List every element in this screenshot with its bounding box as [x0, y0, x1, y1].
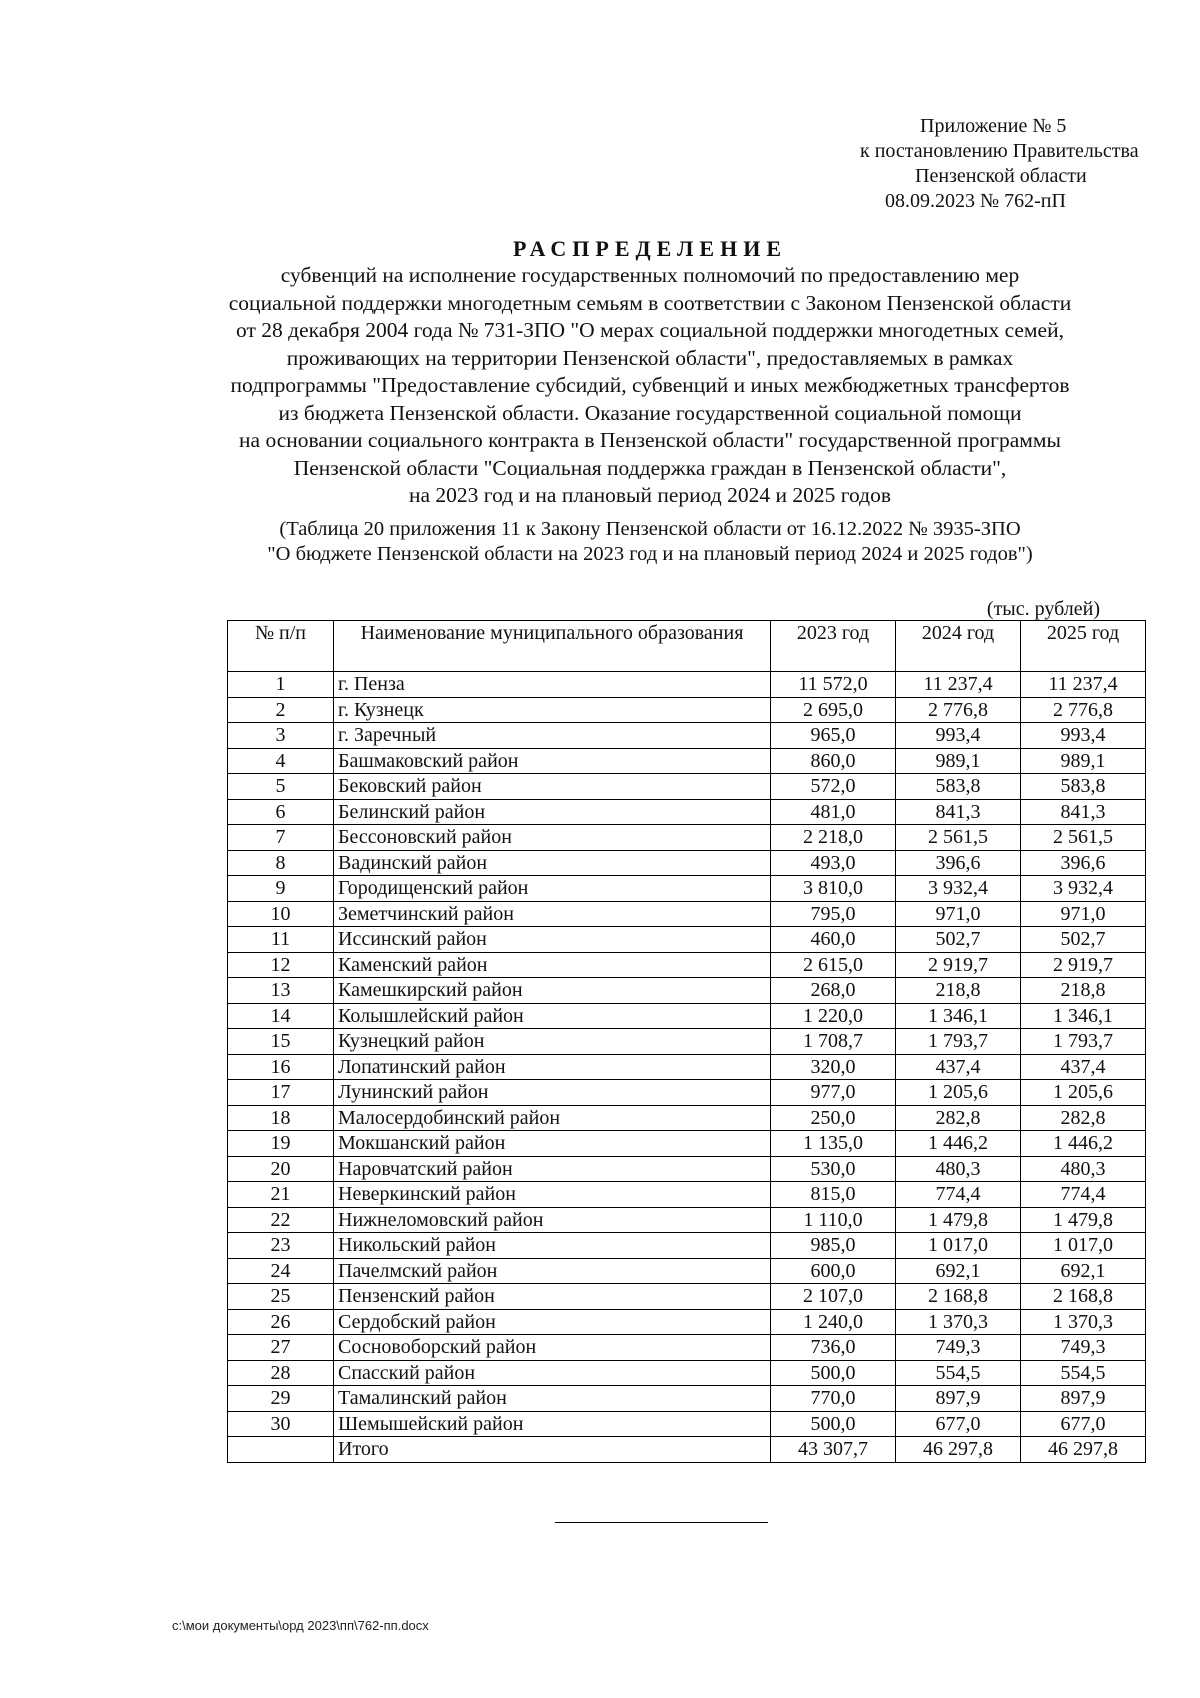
note-line: (Таблица 20 приложения 11 к Закону Пензенской области от 16.12.2022 № 3935-ЗПО [279, 518, 1021, 540]
row-2024-cell: 1 446,2 [896, 1131, 1021, 1157]
row-2023-cell: 2 218,0 [771, 825, 896, 851]
row-2024-cell: 282,8 [896, 1105, 1021, 1131]
row-2025-cell: 1 793,7 [1021, 1029, 1146, 1055]
row-num-cell: 23 [228, 1233, 334, 1259]
header-2025: 2025 год [1021, 621, 1146, 672]
row-name-cell: Лунинский район [334, 1080, 771, 1106]
table-row [228, 1105, 1146, 1131]
row-num-cell: 9 [228, 876, 334, 902]
row-num-cell: 12 [228, 952, 334, 978]
table-row [228, 1029, 1146, 1055]
row-2025-cell: 971,0 [1021, 901, 1146, 927]
row-num-cell: 25 [228, 1284, 334, 1310]
row-num-cell: 27 [228, 1335, 334, 1361]
row-num-cell [228, 1437, 334, 1463]
row-2023-cell: 1 220,0 [771, 1003, 896, 1029]
row-2024-cell: 1 793,7 [896, 1029, 1021, 1055]
table-row [228, 1233, 1146, 1259]
title-line: социальной поддержки многодетным семьям в соответствии с Законом Пензенской области [228, 290, 1072, 315]
row-2023-cell: 860,0 [771, 748, 896, 774]
row-num-cell: 13 [228, 978, 334, 1004]
table-row [228, 850, 1146, 876]
row-2024-cell: 396,6 [896, 850, 1021, 876]
table-row [228, 1309, 1146, 1335]
row-name-cell: Малосердобинский район [334, 1105, 771, 1131]
row-2024-cell: 1 370,3 [896, 1309, 1021, 1335]
row-2023-cell: 481,0 [771, 799, 896, 825]
row-name-cell: Лопатинский район [334, 1054, 771, 1080]
table-row [228, 901, 1146, 927]
row-name-cell: Камешкирский район [334, 978, 771, 1004]
table-row [228, 1131, 1146, 1157]
row-2024-cell: 897,9 [896, 1386, 1021, 1412]
row-2023-cell: 1 135,0 [771, 1131, 896, 1157]
table-total-row [228, 1437, 1146, 1463]
table-row [228, 748, 1146, 774]
row-2023-cell: 795,0 [771, 901, 896, 927]
row-2023-cell: 2 107,0 [771, 1284, 896, 1310]
table-header-row [228, 621, 1146, 672]
row-2025-cell: 897,9 [1021, 1386, 1146, 1412]
title-line: от 28 декабря 2004 года № 731-ЗПО "О мерах социальной поддержки многодетных семей, [236, 318, 1064, 342]
row-2025-cell: 749,3 [1021, 1335, 1146, 1361]
row-name-cell: Белинский район [334, 799, 771, 825]
row-2023-cell: 250,0 [771, 1105, 896, 1131]
row-2023-cell: 320,0 [771, 1054, 896, 1080]
row-2024-cell: 677,0 [896, 1411, 1021, 1437]
row-num-cell: 21 [228, 1182, 334, 1208]
row-num-cell: 7 [228, 825, 334, 851]
table-row [228, 774, 1146, 800]
row-2024-cell: 989,1 [896, 748, 1021, 774]
row-2024-cell: 692,1 [896, 1258, 1021, 1284]
row-2023-cell: 2 615,0 [771, 952, 896, 978]
row-2023-cell: 572,0 [771, 774, 896, 800]
row-2025-cell: 11 237,4 [1021, 672, 1146, 698]
row-2024-cell: 971,0 [896, 901, 1021, 927]
end-divider [555, 1522, 768, 1523]
header-num: № п/п [228, 621, 334, 672]
row-2023-cell: 500,0 [771, 1411, 896, 1437]
row-2023-cell: 965,0 [771, 723, 896, 749]
row-2025-cell: 774,4 [1021, 1182, 1146, 1208]
row-2025-cell: 841,3 [1021, 799, 1146, 825]
row-2024-cell: 749,3 [896, 1335, 1021, 1361]
table-row [228, 1386, 1146, 1412]
header-2023: 2023 год [771, 621, 896, 672]
row-2023-cell: 43 307,7 [771, 1437, 896, 1463]
row-2023-cell: 736,0 [771, 1335, 896, 1361]
row-2023-cell: 985,0 [771, 1233, 896, 1259]
row-2023-cell: 530,0 [771, 1156, 896, 1182]
title-line: из бюджета Пензенской области. Оказание государственной социальной помощи [278, 400, 1022, 425]
row-2025-cell: 3 932,4 [1021, 876, 1146, 902]
row-num-cell: 11 [228, 927, 334, 953]
table-row [228, 978, 1146, 1004]
row-name-cell: Мокшанский район [334, 1131, 771, 1157]
row-2024-cell: 583,8 [896, 774, 1021, 800]
table-row [228, 1080, 1146, 1106]
row-2024-cell: 2 168,8 [896, 1284, 1021, 1310]
title-line: Пензенской области "Социальная поддержка граждан в Пензенской области", [293, 455, 1007, 480]
row-num-cell: 16 [228, 1054, 334, 1080]
row-name-cell: Земетчинский район [334, 901, 771, 927]
row-num-cell: 15 [228, 1029, 334, 1055]
row-name-cell: Неверкинский район [334, 1182, 771, 1208]
table-row [228, 1207, 1146, 1233]
row-name-cell: г. Заречный [334, 723, 771, 749]
row-2025-cell: 502,7 [1021, 927, 1146, 953]
document-heading: РАСПРЕДЕЛЕНИЕ [512, 236, 787, 261]
row-name-cell: Сердобский район [334, 1309, 771, 1335]
row-2025-cell: 1 346,1 [1021, 1003, 1146, 1029]
row-num-cell: 19 [228, 1131, 334, 1157]
title-line: на 2023 год и на плановый период 2024 и 2025 годов [409, 483, 891, 507]
units-label: (тыс. рублей) [986, 598, 1100, 620]
row-2023-cell: 3 810,0 [771, 876, 896, 902]
row-num-cell: 6 [228, 799, 334, 825]
row-num-cell: 30 [228, 1411, 334, 1437]
row-2024-cell: 1 479,8 [896, 1207, 1021, 1233]
row-num-cell: 8 [228, 850, 334, 876]
row-2024-cell: 774,4 [896, 1182, 1021, 1208]
table-row [228, 1284, 1146, 1310]
row-num-cell: 28 [228, 1360, 334, 1386]
source-note [150, 517, 1150, 567]
row-num-cell: 26 [228, 1309, 334, 1335]
row-2025-cell: 692,1 [1021, 1258, 1146, 1284]
title-line: субвенций на исполнение государственных полномочий по предоставлению мер [280, 263, 1020, 287]
row-2025-cell: 437,4 [1021, 1054, 1146, 1080]
table-body [228, 672, 1146, 1463]
row-name-cell: Вадинский район [334, 850, 771, 876]
row-2024-cell: 841,3 [896, 799, 1021, 825]
row-2023-cell: 493,0 [771, 850, 896, 876]
row-2025-cell: 2 561,5 [1021, 825, 1146, 851]
row-2025-cell: 2 168,8 [1021, 1284, 1146, 1310]
row-2024-cell: 11 237,4 [896, 672, 1021, 698]
row-name-cell: Башмаковский район [334, 748, 771, 774]
distribution-table [227, 620, 1146, 1463]
row-name-cell: Бессоновский район [334, 825, 771, 851]
row-2023-cell: 1 708,7 [771, 1029, 896, 1055]
row-2025-cell: 1 205,6 [1021, 1080, 1146, 1106]
row-2023-cell: 770,0 [771, 1386, 896, 1412]
row-name-cell: Нижнеломовский район [334, 1207, 771, 1233]
table-row [228, 1335, 1146, 1361]
row-name-cell: Итого [334, 1437, 771, 1463]
row-2024-cell: 2 776,8 [896, 697, 1021, 723]
row-num-cell: 2 [228, 697, 334, 723]
appendix-region: Пензенской области [915, 165, 1087, 187]
row-2023-cell: 2 695,0 [771, 697, 896, 723]
row-2023-cell: 977,0 [771, 1080, 896, 1106]
table-row [228, 799, 1146, 825]
row-name-cell: г. Кузнецк [334, 697, 771, 723]
row-2024-cell: 480,3 [896, 1156, 1021, 1182]
appendix-block [850, 114, 1180, 214]
row-2024-cell: 993,4 [896, 723, 1021, 749]
row-2025-cell: 554,5 [1021, 1360, 1146, 1386]
row-name-cell: Бековский район [334, 774, 771, 800]
row-2024-cell: 218,8 [896, 978, 1021, 1004]
row-2024-cell: 1 346,1 [896, 1003, 1021, 1029]
row-2023-cell: 11 572,0 [771, 672, 896, 698]
row-2023-cell: 815,0 [771, 1182, 896, 1208]
row-name-cell: Спасский район [334, 1360, 771, 1386]
row-2024-cell: 3 932,4 [896, 876, 1021, 902]
row-num-cell: 24 [228, 1258, 334, 1284]
row-num-cell: 22 [228, 1207, 334, 1233]
row-2023-cell: 460,0 [771, 927, 896, 953]
row-2025-cell: 46 297,8 [1021, 1437, 1146, 1463]
header-2024: 2024 год [896, 621, 1021, 672]
row-name-cell: Пензенский район [334, 1284, 771, 1310]
row-2023-cell: 600,0 [771, 1258, 896, 1284]
table-row [228, 876, 1146, 902]
footer-file-path: c:\мои документы\орд 2023\пп\762-пп.docx [172, 1618, 429, 1633]
row-2025-cell: 583,8 [1021, 774, 1146, 800]
row-2024-cell: 1 017,0 [896, 1233, 1021, 1259]
note-line: "О бюджете Пензенской области на 2023 год и на плановый период 2024 и 2025 годов") [267, 543, 1033, 565]
header-name: Наименование муниципального образования [334, 621, 771, 672]
appendix-date-number: 08.09.2023 № 762-пП [885, 190, 1066, 212]
row-2024-cell: 2 561,5 [896, 825, 1021, 851]
table-row [228, 1182, 1146, 1208]
row-2025-cell: 1 370,3 [1021, 1309, 1146, 1335]
row-name-cell: Городищенский район [334, 876, 771, 902]
row-2024-cell: 554,5 [896, 1360, 1021, 1386]
table-row [228, 1258, 1146, 1284]
row-2024-cell: 1 205,6 [896, 1080, 1021, 1106]
row-2025-cell: 2 919,7 [1021, 952, 1146, 978]
row-name-cell: Кузнецкий район [334, 1029, 771, 1055]
row-2023-cell: 1 110,0 [771, 1207, 896, 1233]
table-row [228, 697, 1146, 723]
title-line: на основании социального контракта в Пензенской области" государственной программы [239, 428, 1061, 452]
table-row [228, 1003, 1146, 1029]
row-2025-cell: 989,1 [1021, 748, 1146, 774]
table-row [228, 825, 1146, 851]
row-num-cell: 20 [228, 1156, 334, 1182]
table-row [228, 1054, 1146, 1080]
row-2025-cell: 993,4 [1021, 723, 1146, 749]
row-num-cell: 29 [228, 1386, 334, 1412]
appendix-number: Приложение № 5 [920, 115, 1067, 137]
row-name-cell: Колышлейский район [334, 1003, 771, 1029]
row-name-cell: Тамалинский район [334, 1386, 771, 1412]
table-row [228, 723, 1146, 749]
row-2025-cell: 282,8 [1021, 1105, 1146, 1131]
row-name-cell: Наровчатский район [334, 1156, 771, 1182]
appendix-resolution: к постановлению Правительства [860, 140, 1139, 162]
table-row [228, 1156, 1146, 1182]
row-2024-cell: 2 919,7 [896, 952, 1021, 978]
table-row [228, 927, 1146, 953]
row-num-cell: 18 [228, 1105, 334, 1131]
row-2023-cell: 268,0 [771, 978, 896, 1004]
row-num-cell: 10 [228, 901, 334, 927]
row-2024-cell: 437,4 [896, 1054, 1021, 1080]
row-2024-cell: 502,7 [896, 927, 1021, 953]
row-name-cell: Никольский район [334, 1233, 771, 1259]
row-num-cell: 1 [228, 672, 334, 698]
row-2025-cell: 677,0 [1021, 1411, 1146, 1437]
row-name-cell: Иссинский район [334, 927, 771, 953]
row-num-cell: 4 [228, 748, 334, 774]
row-2025-cell: 218,8 [1021, 978, 1146, 1004]
title-line: проживающих на территории Пензенской области", предоставляемых в рамках [286, 345, 1014, 370]
row-num-cell: 14 [228, 1003, 334, 1029]
row-name-cell: Пачелмский район [334, 1258, 771, 1284]
row-2023-cell: 1 240,0 [771, 1309, 896, 1335]
table-row [228, 672, 1146, 698]
row-name-cell: г. Пенза [334, 672, 771, 698]
row-2025-cell: 1 017,0 [1021, 1233, 1146, 1259]
row-2025-cell: 1 446,2 [1021, 1131, 1146, 1157]
row-name-cell: Шемышейский район [334, 1411, 771, 1437]
row-num-cell: 3 [228, 723, 334, 749]
row-num-cell: 17 [228, 1080, 334, 1106]
row-name-cell: Каменский район [334, 952, 771, 978]
row-name-cell: Сосновоборский район [334, 1335, 771, 1361]
table-row [228, 1360, 1146, 1386]
row-num-cell: 5 [228, 774, 334, 800]
row-2025-cell: 1 479,8 [1021, 1207, 1146, 1233]
row-2025-cell: 480,3 [1021, 1156, 1146, 1182]
row-2023-cell: 500,0 [771, 1360, 896, 1386]
row-2024-cell: 46 297,8 [896, 1437, 1021, 1463]
row-2025-cell: 396,6 [1021, 850, 1146, 876]
row-2025-cell: 2 776,8 [1021, 697, 1146, 723]
table-row [228, 952, 1146, 978]
document-title [130, 262, 1170, 510]
table-row [228, 1411, 1146, 1437]
title-line: подпрограммы "Предоставление субсидий, субвенций и иных межбюджетных трансфертов [230, 373, 1070, 397]
